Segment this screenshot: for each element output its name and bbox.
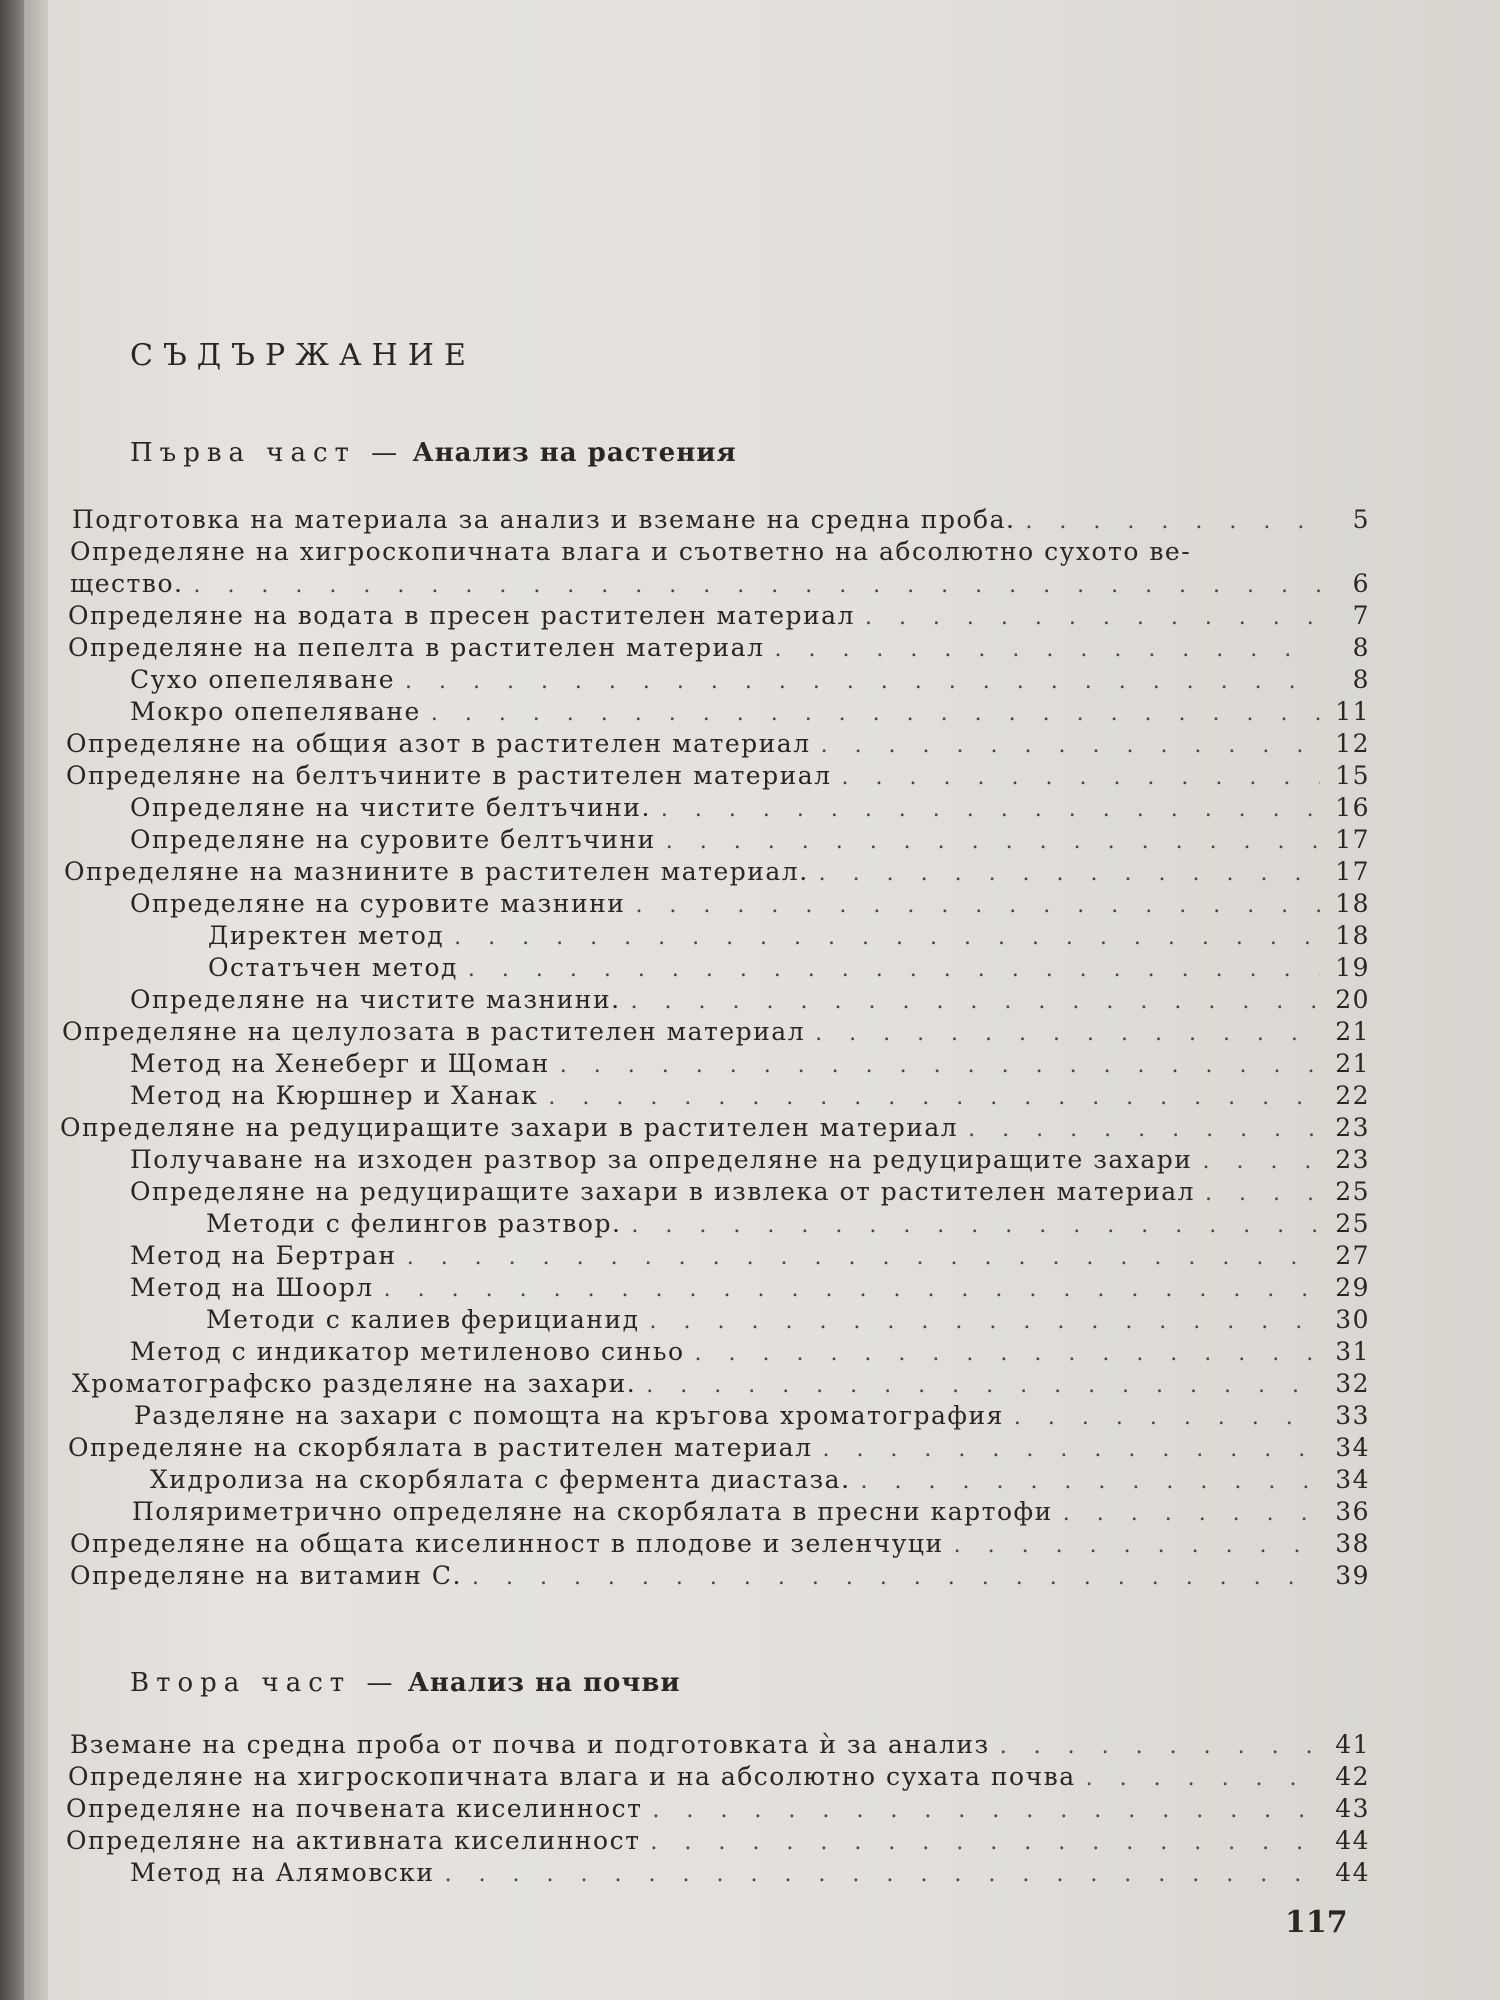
leader-dots (445, 1862, 1320, 1887)
part-name: Анализ на почви (407, 1668, 681, 1698)
toc-entry-page: 23 (1335, 1113, 1370, 1142)
toc-entry-text: Вземане на средна проба от почва и подготовката ѝ за анализ (70, 1730, 990, 1759)
leader-dots (650, 1830, 1320, 1855)
toc-entry[interactable] (206, 1305, 1370, 1337)
toc-entry[interactable] (64, 857, 1370, 889)
toc-entry-page: 19 (1335, 953, 1370, 982)
toc-entry-page: 16 (1335, 793, 1370, 822)
toc-entry[interactable] (208, 953, 1370, 985)
toc-entry-page: 44 (1335, 1826, 1370, 1855)
toc-entry-page: 29 (1335, 1273, 1370, 1302)
toc-entry-text: Определяне на редуциращите захари в растителен материал (60, 1113, 959, 1142)
toc-entry[interactable] (72, 505, 1370, 537)
leader-dots (652, 1798, 1320, 1823)
toc-entry-text: Определяне на активната киселинност (66, 1826, 641, 1855)
leader-dots (821, 733, 1320, 758)
leader-dots (1014, 1405, 1320, 1430)
toc-entry[interactable] (130, 889, 1370, 921)
leader-dots (822, 1437, 1320, 1462)
toc-entry-page: 38 (1335, 1529, 1370, 1558)
toc-entry-page: 44 (1335, 1858, 1370, 1887)
leader-dots (861, 1469, 1320, 1494)
toc-entry-text: Методи с фелингов разтвор. (206, 1209, 622, 1238)
leader-dots (405, 669, 1320, 694)
toc-entry[interactable] (130, 1858, 1370, 1890)
toc-entry-page: 25 (1335, 1177, 1370, 1206)
toc-entry-text: Остатъчен метод (208, 953, 458, 982)
leader-dots (193, 573, 1320, 598)
toc-entry-page: 31 (1335, 1337, 1370, 1366)
leader-dots (774, 637, 1320, 662)
toc-entry-page: 8 (1352, 633, 1370, 662)
toc-entry-page: 43 (1335, 1794, 1370, 1823)
toc-entry-page: 27 (1335, 1241, 1370, 1270)
toc-entry-text: Определяне на суровите белтъчини (130, 825, 656, 854)
toc-entry-page: 15 (1335, 761, 1370, 790)
leader-dots (815, 1021, 1320, 1046)
leader-dots (384, 1277, 1320, 1302)
toc-entry-page: 18 (1335, 921, 1370, 950)
toc-entry-text: Хидролиза на скорбялата с фермента диастаза. (150, 1465, 851, 1494)
leader-dots (560, 1053, 1320, 1078)
toc-entry[interactable] (62, 1017, 1370, 1049)
toc-entry-text: Определяне на суровите мазнини (130, 889, 626, 918)
leader-dots (548, 1085, 1320, 1110)
part-label: Първа част — (130, 438, 405, 468)
toc-entry[interactable] (66, 1826, 1370, 1858)
toc-entry-text: Подготовка на материала за анализ и вземане на средна проба. (72, 505, 1016, 534)
leader-dots (865, 605, 1320, 630)
toc-entry[interactable] (130, 1081, 1370, 1113)
toc-entry-text: Определяне на общата киселинност в плодове и зеленчуци (70, 1529, 944, 1558)
toc-entry[interactable] (130, 1145, 1370, 1177)
toc-entry-text: Определяне на белтъчините в растителен материал (66, 761, 832, 790)
toc-entry[interactable] (72, 1369, 1370, 1401)
leader-dots (454, 925, 1320, 950)
toc-entry-text: Определяне на хигроскопичната влага и на абсолютно сухата почва (68, 1762, 1076, 1791)
toc-entry[interactable] (68, 633, 1370, 665)
leader-dots (646, 1373, 1320, 1398)
toc-entry-page: 8 (1352, 665, 1370, 694)
leader-dots (1086, 1766, 1320, 1791)
toc-entry-text: Метод с индикатор метиленово синьо (130, 1337, 685, 1366)
leader-dots (968, 1117, 1320, 1142)
toc-entry-text: Разделяне на захари с помощта на кръгова хроматография (134, 1401, 1004, 1430)
leader-dots (1000, 1734, 1320, 1759)
toc-entry-text: Определяне на скорбялата в растителен материал (68, 1433, 813, 1462)
toc-entry-text: Определяне на мазнините в растителен материал. (64, 857, 809, 886)
toc-entry-text: щество. (70, 569, 184, 598)
toc-entry-text: Определяне на водата в пресен растителен материал (68, 601, 855, 630)
toc-entry[interactable] (70, 569, 1370, 601)
toc-entry-text: Метод на Бертран (130, 1241, 397, 1270)
toc-entry-page: 42 (1335, 1762, 1370, 1791)
toc-entry-text: Определяне на почвената киселинност (66, 1794, 643, 1823)
leader-dots (1063, 1501, 1320, 1526)
toc-entry-page: 36 (1335, 1497, 1370, 1526)
leader-dots (431, 701, 1320, 726)
toc-entry-page: 7 (1352, 601, 1370, 630)
leader-dots (954, 1533, 1320, 1558)
toc-entry-text: Метод на Алямовски (130, 1858, 435, 1887)
toc-entry-text: Определяне на общия азот в растителен материал (66, 729, 811, 758)
toc-entry-text: Мокро опепеляване (130, 697, 421, 726)
toc-entry[interactable] (130, 985, 1370, 1017)
toc-entry[interactable] (150, 1465, 1370, 1497)
toc-entry-text: Определяне на редуциращите захари в извлека от растителен материал (130, 1177, 1196, 1206)
toc-entry-page: 41 (1335, 1730, 1370, 1759)
leader-dots (650, 1309, 1320, 1334)
part-name: Анализ на растения (412, 438, 737, 468)
toc-entry-page: 17 (1335, 825, 1370, 854)
toc-entry-text: Определяне на витамин С. (70, 1561, 462, 1590)
toc-entry[interactable] (206, 1209, 1370, 1241)
toc-entry-text: Сухо опепеляване (130, 665, 395, 694)
toc-entry-text: Метод на Шоорл (130, 1273, 374, 1302)
toc-entry[interactable] (66, 729, 1370, 761)
toc-entry-text: Метод на Кюршнер и Ханак (130, 1081, 539, 1110)
leader-dots (842, 765, 1320, 790)
leader-dots (472, 1565, 1320, 1590)
leader-dots (631, 989, 1320, 1014)
toc-entry-page: 32 (1335, 1369, 1370, 1398)
toc-entry[interactable] (70, 1529, 1370, 1561)
leader-dots (1025, 509, 1320, 534)
toc-entry[interactable] (130, 1049, 1370, 1081)
toc-entry[interactable] (132, 1497, 1370, 1529)
toc-entry[interactable] (134, 1401, 1370, 1433)
toc-entry-page: 30 (1335, 1305, 1370, 1334)
toc-entry[interactable] (68, 1762, 1370, 1794)
part-label: Втора част — (130, 1668, 400, 1698)
toc-entry-text: Хроматографско разделяне на захари. (72, 1369, 637, 1398)
toc-entry[interactable] (130, 697, 1370, 729)
toc-entry-page: 34 (1335, 1433, 1370, 1462)
toc-entry[interactable] (208, 921, 1370, 953)
leader-dots (666, 829, 1320, 854)
toc-entry-page: 23 (1335, 1145, 1370, 1174)
leader-dots (1205, 1181, 1320, 1206)
toc-entry[interactable] (130, 1337, 1370, 1369)
toc-entry[interactable] (130, 793, 1370, 825)
toc-entry[interactable] (70, 537, 1370, 569)
toc-entry-page: 6 (1352, 569, 1370, 598)
toc-entry-page: 5 (1352, 505, 1370, 534)
toc-entry-page: 12 (1335, 729, 1370, 758)
leader-dots (695, 1341, 1321, 1366)
toc-entry-page: 20 (1335, 985, 1370, 1014)
toc-entry-page: 33 (1335, 1401, 1370, 1430)
toc-entry-text: Определяне на чистите белтъчини. (130, 793, 651, 822)
toc-entry[interactable] (68, 601, 1370, 633)
toc-entry[interactable] (130, 825, 1370, 857)
leader-dots (631, 1213, 1320, 1238)
toc-entry-page: 21 (1335, 1017, 1370, 1046)
toc-entry[interactable] (130, 1177, 1370, 1209)
toc-entry[interactable] (66, 1794, 1370, 1826)
toc-entry-text: Получаване на изходен разтвор за определяне на редуциращите захари (130, 1145, 1193, 1174)
leader-dots (468, 957, 1320, 982)
toc-entry-page: 17 (1335, 857, 1370, 886)
toc-entry[interactable] (70, 1561, 1370, 1593)
toc-entry-page: 21 (1335, 1049, 1370, 1078)
toc-title: СЪДЪРЖАНИЕ (130, 338, 476, 373)
toc-entry[interactable] (70, 1730, 1370, 1762)
toc-entry-page: 22 (1335, 1081, 1370, 1110)
toc-entry[interactable] (68, 1433, 1370, 1465)
toc-entry-text: Методи с калиев ферицианид (206, 1305, 640, 1334)
leader-dots (635, 893, 1320, 918)
toc-entry-text: Определяне на пепелта в растителен материал (68, 633, 765, 662)
toc-entry-page: 11 (1335, 697, 1370, 726)
toc-entry-text: Поляриметрично определяне на скорбялата в пресни картофи (132, 1497, 1053, 1526)
toc-entry-text: Метод на Хенеберг и Щоман (130, 1049, 550, 1078)
leader-dots (819, 861, 1320, 886)
toc-entry-page: 39 (1335, 1561, 1370, 1590)
toc-entry-page: 25 (1335, 1209, 1370, 1238)
toc-entry-page: 18 (1335, 889, 1370, 918)
toc-entry-page: 34 (1335, 1465, 1370, 1494)
toc-entry-text: Определяне на хигроскопичната влага и съответно на абсолютно сухото ве- (70, 537, 1192, 566)
toc-entry[interactable] (130, 1241, 1370, 1273)
toc-entry[interactable] (66, 761, 1370, 793)
toc-entry-text: Определяне на целулозата в растителен материал (62, 1017, 806, 1046)
toc-entry-text: Определяне на чистите мазнини. (130, 985, 621, 1014)
toc-entry[interactable] (60, 1113, 1370, 1145)
toc-entry[interactable] (130, 1273, 1370, 1305)
toc-entry[interactable] (130, 665, 1370, 697)
leader-dots (661, 797, 1320, 822)
leader-dots (407, 1245, 1320, 1270)
page-number: 117 (1285, 1905, 1348, 1940)
leader-dots (1202, 1149, 1320, 1174)
toc-entry-text: Директен метод (208, 921, 445, 950)
